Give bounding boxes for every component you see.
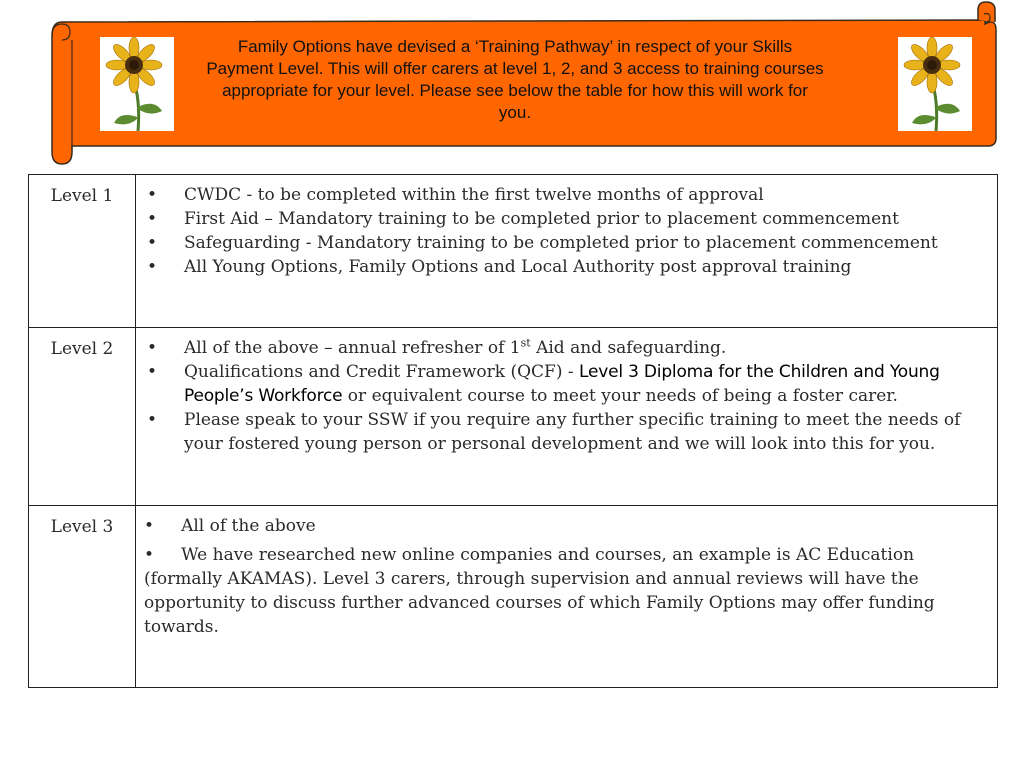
table-row-level-3 — [29, 506, 998, 688]
diploma-title: Level 3 Diploma for the Children and Young People’s Workforce — [184, 362, 940, 406]
level-2-content — [136, 328, 998, 506]
list-item: • Please speak to your SSW if you require any further specific training to meet the needs of your fostered young person or personal development and we will look into this for you. — [147, 410, 961, 454]
sunflower-icon — [100, 37, 174, 131]
level-label: Level 3 — [29, 506, 136, 688]
list-item: • CWDC - to be completed within the first twelve months of approval — [147, 185, 764, 205]
level-label: Level 2 — [29, 328, 136, 506]
list-item: • All of the above – annual refresher of 1st Aid and safeguarding. — [147, 336, 727, 358]
level-3-content — [136, 506, 998, 688]
list-item: • All Young Options, Family Options and Local Authority post approval training — [147, 257, 852, 277]
banner-text: Family Options have devised a ‘Training Pathway’ in respect of your Skills Payment Level. This will offer carers at level 1, 2, and 3 access to training courses appropriate for your level. Please see below the table for how this will work for you. — [206, 37, 824, 122]
training-pathway-table — [28, 174, 998, 688]
list-item: • Qualifications and Credit Framework (QCF) - Level 3 Diploma for the Children and Young People’s Workforce or equivalent course to meet your needs of being a foster carer. — [147, 362, 940, 406]
list-item: • All of the above — [144, 516, 316, 536]
level-label: Level 1 — [29, 175, 136, 328]
table-row-level-2 — [29, 328, 998, 506]
list-item: • We have researched new online companies and courses, an example is AC Education (formally AKAMAS). Level 3 carers, through supervision and annual reviews will have the opportunity to discuss further advanced courses of which Family Options may offer funding towards. — [144, 545, 935, 637]
list-item: • First Aid – Mandatory training to be completed prior to placement commencement — [147, 209, 899, 229]
table-row-level-1 — [29, 175, 998, 328]
list-item: • Safeguarding - Mandatory training to be completed prior to placement commencement — [147, 233, 938, 253]
level-1-content — [136, 175, 998, 328]
sunflower-icon — [898, 37, 972, 131]
